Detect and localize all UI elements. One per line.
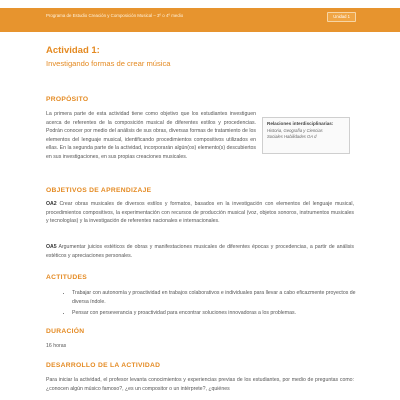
relaciones-line-1: Historia, Geografía y Ciencias	[267, 127, 323, 133]
unit-tag: Unidad 1	[327, 12, 356, 22]
proposito-heading: PROPÓSITO	[46, 96, 89, 103]
oa5-text: Argumentar juicios estéticos de obras y manifestaciones musicales de diferentes épocas y procedencias, a partir de análisis estéticos y apreciaciones personales.	[46, 244, 354, 259]
oa5-code: OA5	[46, 244, 57, 250]
oa2-text: Crear obras musicales de diversos estilos y formatos, basados en la investigación con elementos del lenguaje musical, procedimientos compositivos, la experimentación con recursos de producción musical (voz, objetos sonoros, instrumentos musicales y tecnologías) y la investigación de referentes nacionales e internacionales.	[46, 201, 354, 225]
proposito-paragraph: La primera parte de esta actividad tiene como objetivo que los estudiantes investiguen acerca de referentes de la composición musical de diferentes estilos y procedencias. Podrán conocer por medio del análisis de sus obras, diversas formas de tratamiento de los elementos del lenguaje musical, identificando procedimientos compositivos utilizados en ellas. En la segunda parte de la actividad, incorporarán algún(os) elemento(s) descubiertos en sus investigaciones, en sus propias creaciones musicales.	[46, 111, 256, 160]
actitudes-heading: ACTITUDES	[46, 274, 87, 281]
actitudes-list	[60, 289, 368, 321]
duracion-heading: DURACIÓN	[46, 328, 85, 335]
oa2-code: OA2	[46, 201, 57, 207]
relaciones-title: Relaciones interdisciplinarias:	[267, 121, 334, 126]
relaciones-box	[262, 117, 350, 154]
relaciones-line-2: Sociales Habilidades OA d	[267, 133, 317, 139]
duracion-value: 16 horas	[46, 343, 67, 349]
program-title: Programa de Estudio Creación y Composición Musical – 3º o 4º medio	[46, 13, 184, 18]
desarrollo-heading: DESARROLLO DE LA ACTIVIDAD	[46, 362, 161, 369]
page-header	[0, 0, 400, 46]
oa2-paragraph	[46, 200, 354, 226]
list-item: • Trabajar con autonomía y proactividad en trabajos colaborativos e individuales para llevar a cabo eficazmente proyectos de diversa índole.	[72, 289, 368, 306]
activity-subtitle: Investigando formas de crear música	[46, 59, 171, 68]
list-item: • Pensar con perseverancia y proactividad para encontrar soluciones innovadoras a los problemas.	[72, 309, 368, 318]
desarrollo-text: Para iniciar la actividad, el profesor levanta conocimientos y experiencias previas de los estudiantes, por medio de preguntas como: ¿conocen algún músico famoso?, ¿es un compositor o un intérprete?, ¿quiénes	[46, 377, 354, 392]
oa5-paragraph	[46, 243, 354, 260]
objetivos-heading: OBJETIVOS DE APRENDIZAJE	[46, 187, 152, 194]
header-band	[0, 8, 400, 32]
activity-title: Actividad 1:	[46, 45, 100, 56]
